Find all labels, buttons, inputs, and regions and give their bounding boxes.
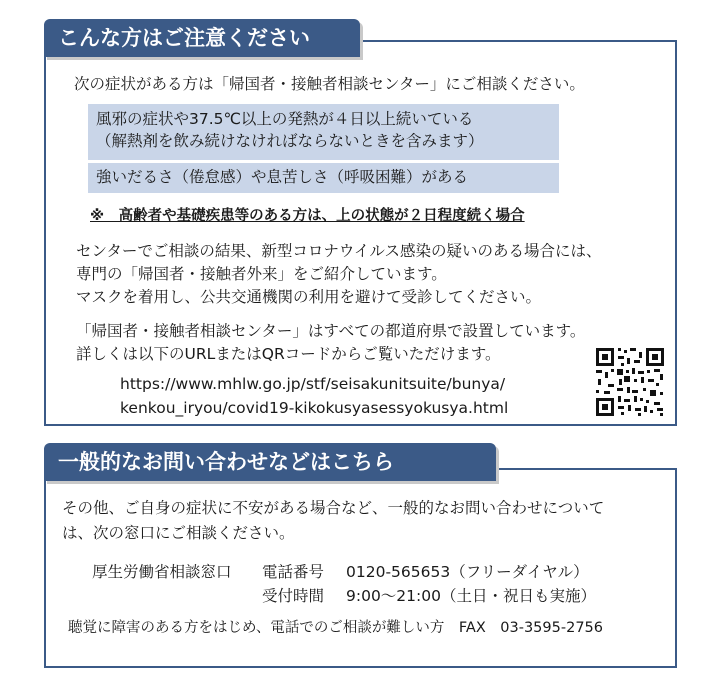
phone-label: 電話番号 <box>262 563 325 581</box>
center-para-line2: 詳しくは以下のURLまたはQRコードからご覧いただけます。 <box>76 345 501 363</box>
hours-label: 受付時間 <box>262 587 325 605</box>
center-url-line2[interactable]: kenkou_iryou/covid19-kikokusyasessyokusya.html <box>120 399 509 417</box>
symptom-fatigue <box>88 163 559 193</box>
office-name: 厚生労働省相談窓口 <box>92 563 232 581</box>
qr-code-icon[interactable] <box>594 346 666 418</box>
center-url-line1[interactable]: https://www.mhlw.go.jp/stf/seisakunitsuite/bunya/ <box>120 375 506 393</box>
inquiry-intro-line1: その他、ご自身の症状に不安がある場合など、一般的なお問い合わせについて <box>62 499 605 517</box>
inquiry-section-title: 一般的なお問い合わせなどはこちら <box>44 443 496 481</box>
symptom-fever-line1: 風邪の症状や37.5℃以上の発熱が４日以上続いている <box>96 110 474 128</box>
center-para-line1: 「帰国者・接触者相談センター」はすべての都道府県で設置しています。 <box>76 322 586 340</box>
symptom-fatigue-text: 強いだるさ（倦怠感）や息苦しさ（呼吸困難）がある <box>96 168 469 186</box>
caution-section-title: こんな方はご注意ください <box>44 19 360 57</box>
symptom-fever <box>88 104 559 160</box>
fax-info: 聴覚に障害のある方をはじめ、電話でのご相談が難しい方 FAX 03-3595-2756 <box>68 620 603 636</box>
consult-para-line1: センターでご相談の結果、新型コロナウイルス感染の疑いのある場合には、 <box>76 242 602 260</box>
elderly-note: ※ 高齢者や基礎疾患等のある方は、上の状態が２日程度続く場合 <box>90 208 525 224</box>
caution-intro: 次の症状がある方は「帰国者・接触者相談センター」にご相談ください。 <box>74 75 585 93</box>
hours-value: 9:00～21:00（土日・祝日も実施） <box>346 587 596 605</box>
caution-section <box>44 40 677 426</box>
consult-para-line3: マスクを着用し、公共交通機関の利用を避けて受診してください。 <box>76 288 542 306</box>
inquiry-intro-line2: は、次の窓口にご相談ください。 <box>62 524 295 542</box>
consult-para-line2: 専門の「帰国者・接触者外来」をご紹介しています。 <box>76 265 447 283</box>
phone-number[interactable]: 0120-565653（フリーダイヤル） <box>346 563 589 581</box>
symptom-fever-line2: （解熱剤を飲み続けなければならないときを含みます） <box>96 132 484 150</box>
